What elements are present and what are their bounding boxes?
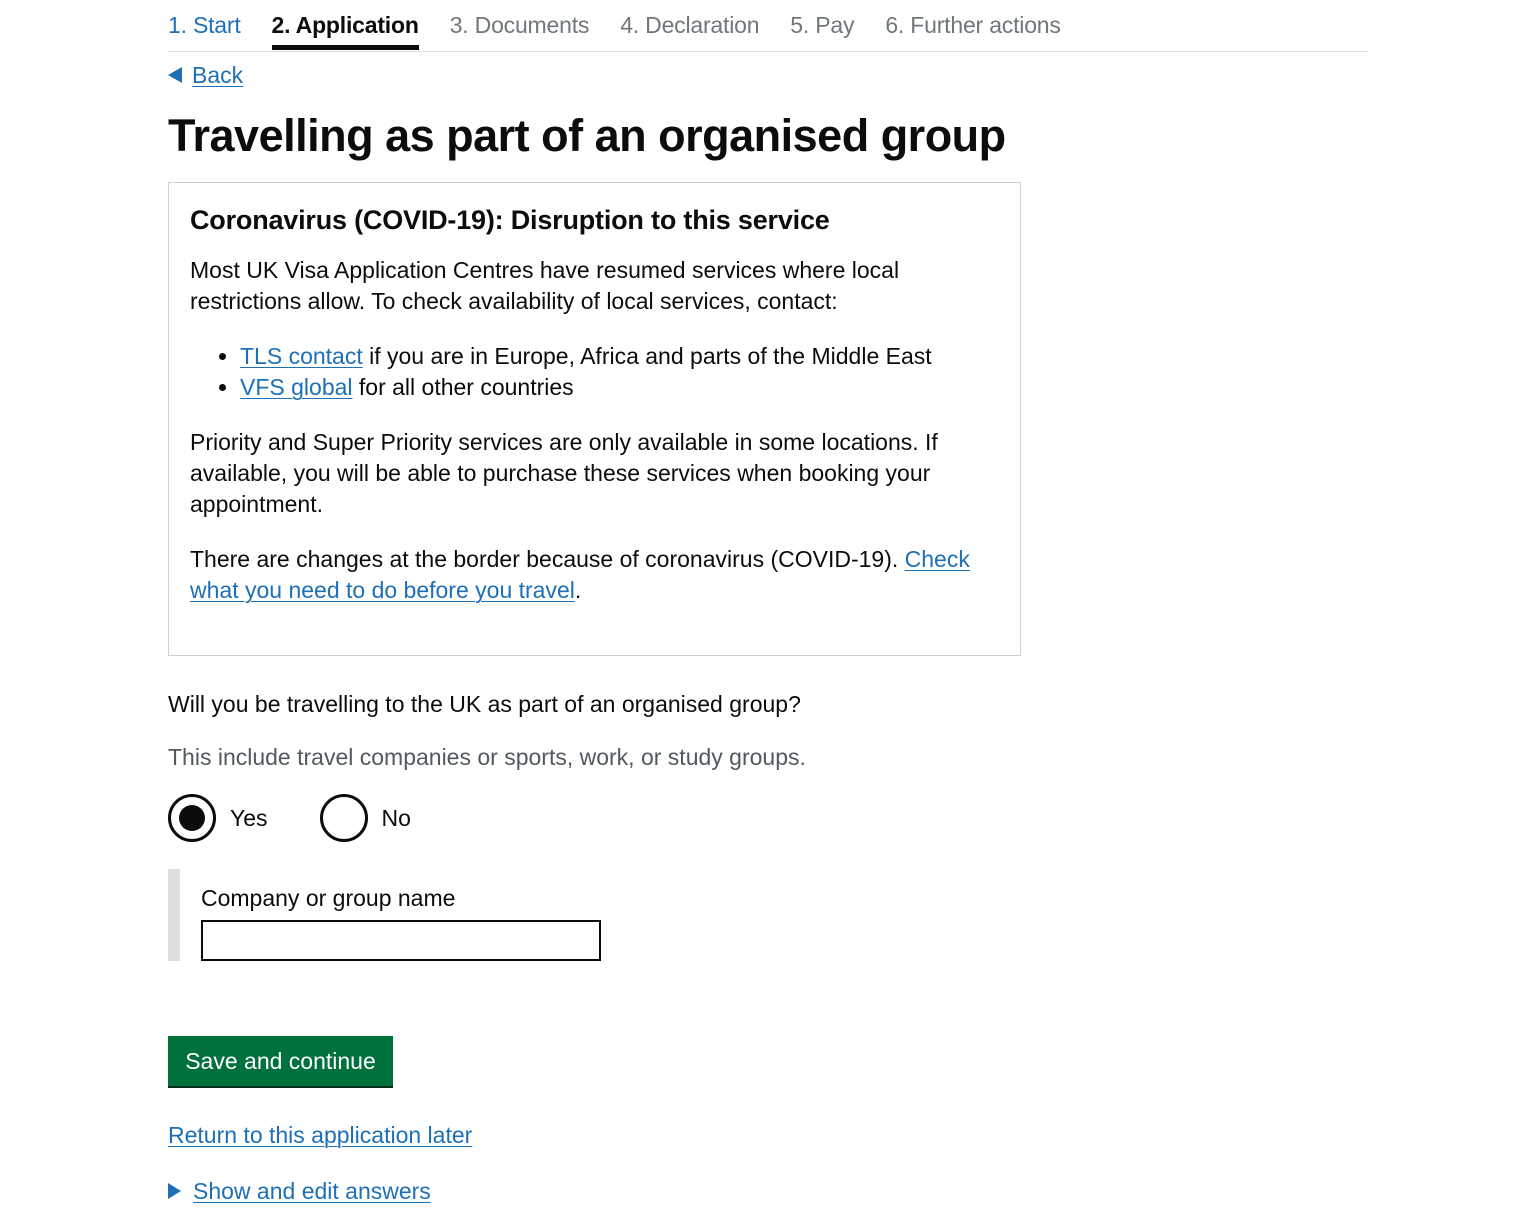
step-further-actions: 6. Further actions	[885, 12, 1061, 38]
notice-priority: Priority and Super Priority services are only available in some locations. If available, you will be able to purchase these services when booking your appointment.	[190, 429, 938, 517]
step-pay: 5. Pay	[790, 12, 855, 38]
notice-border: There are changes at the border because of coronavirus (COVID-19). Check what you need to do before you travel.	[190, 546, 970, 603]
radio-yes-circle[interactable]	[168, 794, 216, 842]
back-arrow-icon	[168, 67, 182, 83]
show-edit-answers-link[interactable]: Show and edit answers	[193, 1178, 431, 1204]
conditional-reveal	[168, 869, 680, 961]
radio-yes[interactable]	[168, 794, 268, 842]
page-title: Travelling as part of an organised group	[168, 110, 1006, 161]
disclosure-triangle-icon	[168, 1183, 181, 1199]
radio-no[interactable]	[320, 794, 411, 842]
group-question: Will you be travelling to the UK as part of an organised group?	[168, 691, 801, 717]
check-before-travel-link[interactable]: Check what you need to do before you travel	[190, 546, 970, 603]
step-navigation	[168, 0, 1368, 52]
list-item: • VFS global for all other countries	[240, 372, 1000, 403]
radio-no-label[interactable]: No	[381, 804, 411, 831]
covid-notice-panel	[168, 182, 1021, 656]
radio-no-circle[interactable]	[320, 794, 368, 842]
page-container	[168, 0, 1368, 1204]
group-hint: This include travel companies or sports, work, or study groups.	[168, 744, 806, 770]
step-declaration: 4. Declaration	[620, 12, 760, 38]
back-link[interactable]	[168, 60, 243, 90]
step-documents: 3. Documents	[449, 12, 590, 38]
notice-heading: Coronavirus (COVID-19): Disruption to this service	[190, 205, 830, 235]
list-item: • TLS contact if you are in Europe, Africa and parts of the Middle East	[240, 341, 1000, 372]
save-and-continue-button[interactable]: Save and continue	[168, 1036, 393, 1086]
tls-contact-link[interactable]: TLS contact	[240, 343, 363, 369]
show-edit-answers-toggle[interactable]	[168, 1176, 431, 1206]
vfs-global-link[interactable]: VFS global	[240, 374, 353, 400]
radio-yes-label[interactable]: Yes	[230, 804, 268, 831]
contact-list	[190, 341, 1000, 403]
company-name-label: Company or group name	[201, 885, 456, 911]
company-name-input[interactable]	[201, 920, 601, 961]
group-radios	[168, 794, 463, 842]
step-start[interactable]: 1. Start	[168, 12, 241, 38]
step-application: 2. Application	[272, 0, 419, 50]
return-later-link[interactable]: Return to this application later	[168, 1122, 473, 1148]
notice-intro: Most UK Visa Application Centres have resumed services where local restrictions allow. To check availability of local services, contact:	[190, 257, 900, 314]
back-link-label: Back	[192, 62, 244, 88]
